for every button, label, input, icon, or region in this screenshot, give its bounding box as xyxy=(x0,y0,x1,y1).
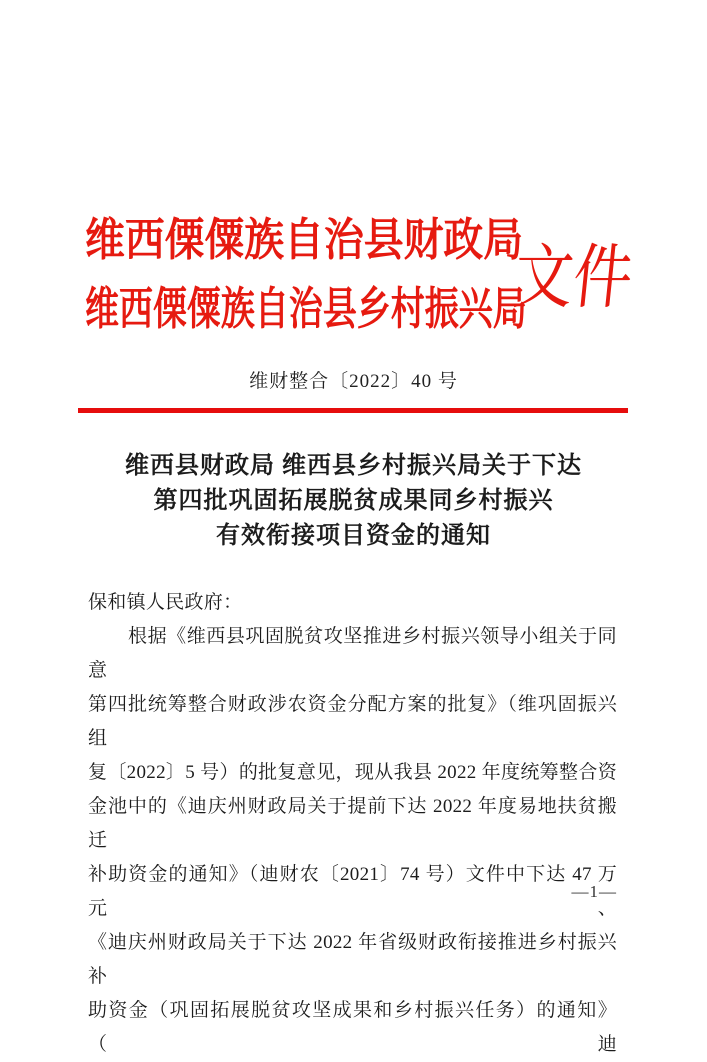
body-line: 补助资金的通知》（迪财农〔2021〕74 号）文件中下达 47 万元、 xyxy=(88,864,617,919)
body-line: 金池中的《迪庆州财政局关于提前下达 2022 年度易地扶贫搬迁 xyxy=(88,796,617,851)
title-line-3: 有效衔接项目资金的通知 xyxy=(216,523,491,549)
doc-number: 维财整合〔2022〕40 号 xyxy=(249,371,458,392)
body-line: 第四批统筹整合财政涉农资金分配方案的批复》（维巩固振兴组 xyxy=(88,694,617,749)
red-divider-line xyxy=(78,408,628,413)
salutation: 保和镇人民政府： xyxy=(88,592,243,613)
body-line: 根据《维西县巩固脱贫攻坚推进乡村振兴领导小组关于同意 xyxy=(88,626,617,681)
title-line-1: 维西县财政局 维西县乡村振兴局关于下达 xyxy=(125,453,582,479)
body-line: 助资金（巩固拓展脱贫攻坚成果和乡村振兴任务）的通知》（迪 xyxy=(88,1000,617,1055)
title-line-2: 第四批巩固拓展脱贫成果同乡村振兴 xyxy=(153,488,554,514)
page-number: —1— xyxy=(571,882,617,901)
agency-name-line1: 维西傈僳族自治县财政局 xyxy=(85,215,524,265)
document-title xyxy=(0,449,707,554)
document-body xyxy=(88,586,617,1062)
body-line: 《迪庆州财政局关于下达 2022 年省级财政衔接推进乡村振兴补 xyxy=(88,932,617,987)
agency-name-line2: 维西傈僳族自治县乡村振兴局 xyxy=(85,284,527,334)
body-line: 复〔2022〕5 号）的批复意见，现从我县 2022 年度统筹整合资 xyxy=(88,762,617,783)
doc-type-label: 文件 xyxy=(510,238,637,317)
